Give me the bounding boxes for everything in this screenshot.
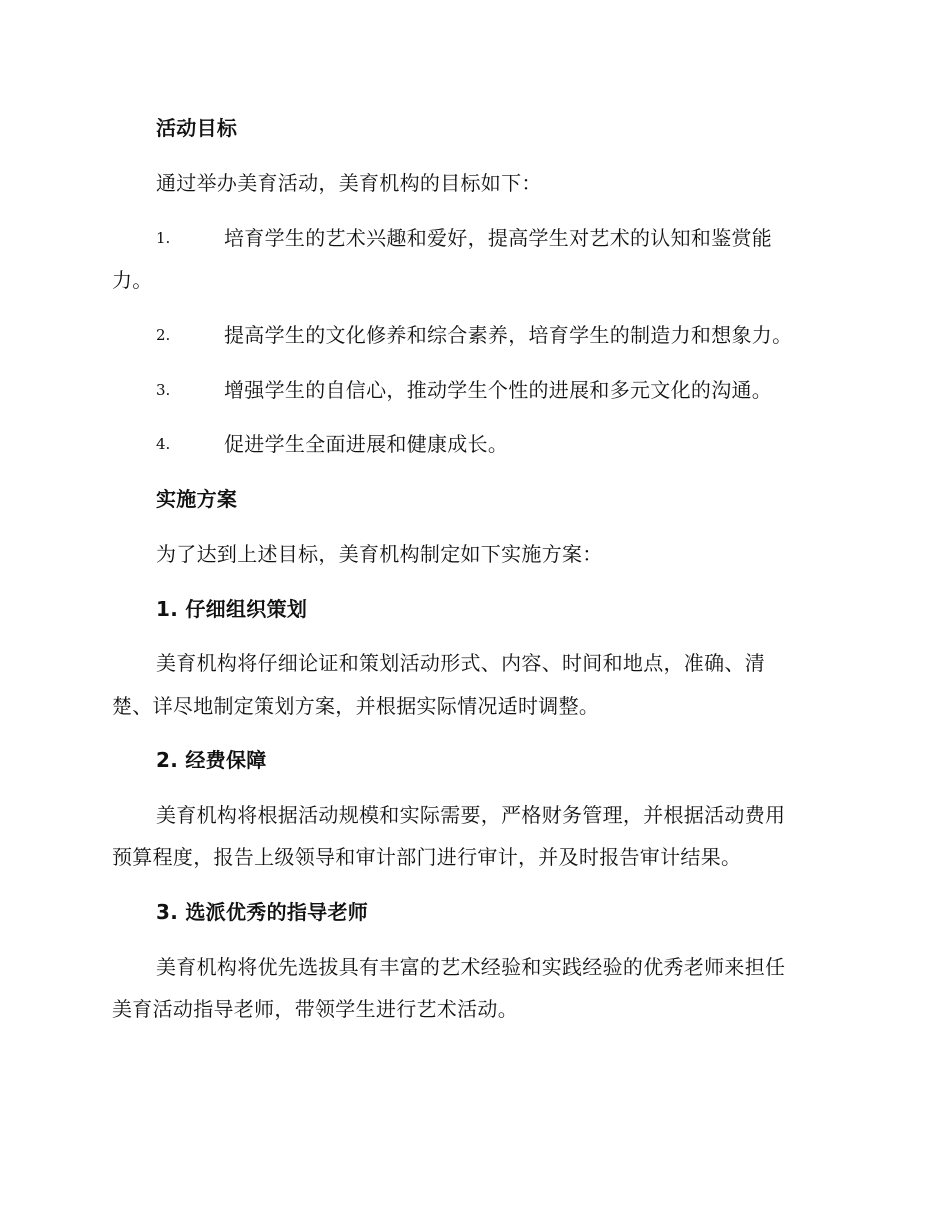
section-title: 2. 经费保障	[156, 748, 267, 772]
section-paragraph-line: 美育机构将优先选拔具有丰富的艺术经验和实践经验的优秀老师来担任	[156, 955, 786, 979]
section-paragraph-line: 预算程度，报告上级领导和审计部门进行审计，并及时报告审计结果。	[112, 845, 742, 869]
list-item-number: 2.	[156, 326, 171, 344]
section-paragraph-line: 楚、详尽地制定策划方案，并根据实际情况适时调整。	[112, 694, 600, 718]
list-item-text-continued: 力。	[112, 268, 153, 292]
list-item-number: 1.	[156, 229, 171, 247]
goals-intro: 通过举办美育活动，美育机构的目标如下：	[156, 171, 542, 195]
list-item-text: 增强学生的自信心，推动学生个性的进展和多元文化的沟通。	[224, 378, 773, 402]
section-paragraph-line: 美育活动指导老师，带领学生进行艺术活动。	[112, 997, 518, 1021]
goals-heading: 活动目标	[156, 116, 238, 140]
list-item-text: 促进学生全面进展和健康成长。	[224, 432, 509, 456]
section-paragraph-line: 美育机构将根据活动规模和实际需要，严格财务管理，并根据活动费用	[156, 803, 786, 827]
plan-heading: 实施方案	[156, 487, 238, 511]
section-paragraph-line: 美育机构将仔细论证和策划活动形式、内容、时间和地点，准确、清	[156, 651, 765, 675]
plan-intro: 为了达到上述目标，美育机构制定如下实施方案：	[156, 542, 603, 566]
list-item-text: 提高学生的文化修养和综合素养，培育学生的制造力和想象力。	[224, 323, 793, 347]
section-title: 1. 仔细组织策划	[156, 597, 308, 621]
list-item-number: 3.	[156, 381, 171, 399]
section-title: 3. 选派优秀的指导老师	[156, 900, 369, 924]
list-item-number: 4.	[156, 435, 171, 453]
list-item-text: 培育学生的艺术兴趣和爱好，提高学生对艺术的认知和鉴赏能	[224, 226, 773, 250]
